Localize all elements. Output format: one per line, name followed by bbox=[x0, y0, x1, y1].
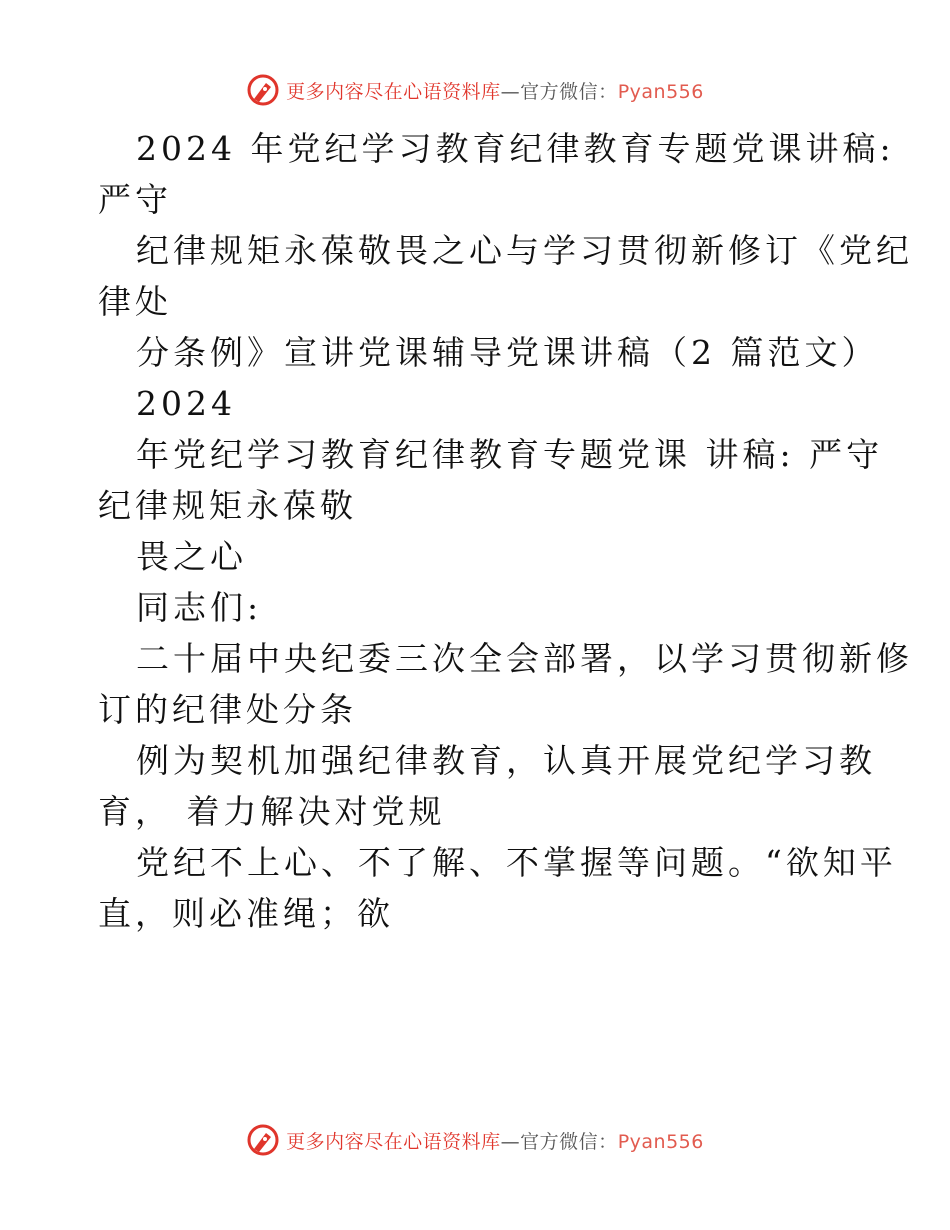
title-line-4: 律处 bbox=[98, 282, 172, 321]
subtitle-line-2: 年党纪学习教育纪律教育专题党课 讲稿: 严守 bbox=[136, 435, 884, 474]
subtitle-line-4: 畏之心 bbox=[136, 537, 247, 576]
watermark-wechat-label: 官方微信： bbox=[520, 1130, 618, 1153]
watermark-banner-bottom bbox=[0, 1120, 950, 1160]
watermark-text bbox=[286, 77, 704, 104]
paragraph-line: 例为契机加强纪律教育，认真开展党纪学习教 bbox=[136, 741, 876, 780]
paragraph-line: 育， 着力解决对党规 bbox=[98, 792, 446, 831]
watermark-wechat-label: 官方微信： bbox=[520, 80, 618, 103]
title-line-5: 分条例》宣讲党课辅导党课讲稿（2 篇范文） bbox=[136, 333, 879, 372]
watermark-banner-top bbox=[0, 70, 950, 110]
pen-nib-logo-icon bbox=[246, 1123, 280, 1157]
subtitle-line-1: 2024 bbox=[136, 384, 236, 423]
title-line-1: 2024 年党纪学习教育纪律教育专题党课讲稿: bbox=[136, 129, 895, 168]
watermark-text bbox=[286, 1127, 704, 1154]
subtitle-line-3: 纪律规矩永葆敬 bbox=[98, 486, 357, 525]
title-line-2: 严守 bbox=[98, 180, 172, 219]
paragraph-line: 党纪不上心、不了解、不掌握等问题。“欲知平 bbox=[136, 843, 897, 882]
paragraph-line: 直，则必准绳；欲 bbox=[98, 894, 394, 933]
watermark-wechat-id: Pyan556 bbox=[617, 80, 704, 103]
watermark-site: 更多内容尽在心语资料库 bbox=[286, 80, 501, 103]
watermark-separator: — bbox=[500, 1130, 521, 1153]
paragraph-line: 二十届中央纪委三次全会部署，以学习贯彻新修 bbox=[136, 639, 913, 678]
salutation: 同志们: bbox=[136, 588, 263, 627]
watermark-wechat-id: Pyan556 bbox=[617, 1130, 704, 1153]
title-line-3: 纪律规矩永葆敬畏之心与学习贯彻新修订《党纪 bbox=[136, 231, 913, 270]
document-body bbox=[98, 123, 913, 939]
pen-nib-logo-icon bbox=[246, 73, 280, 107]
paragraph-line: 订的纪律处分条 bbox=[98, 690, 357, 729]
watermark-site: 更多内容尽在心语资料库 bbox=[286, 1130, 501, 1153]
watermark-separator: — bbox=[500, 80, 521, 103]
